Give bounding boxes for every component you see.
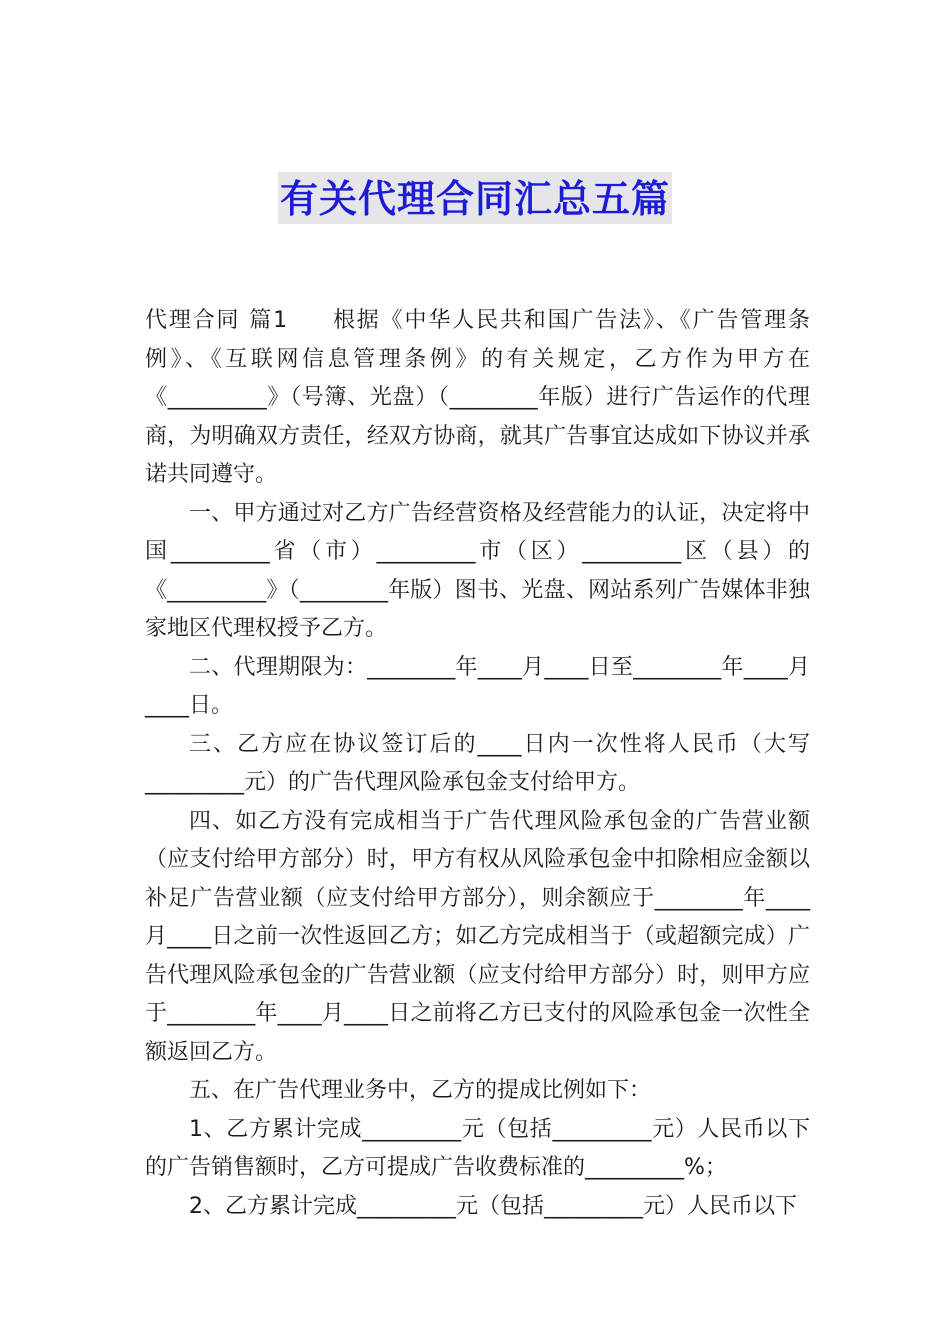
document-body — [145, 302, 810, 1226]
paragraph-clause-3: 三、乙方应在协议签订后的____日内一次性将人民币（大写_________元）的广告代理风险承包金支付给甲方。 — [145, 731, 810, 795]
paragraph-item-2: 2、乙方累计完成_________元（包括_________元）人民币以下 — [189, 1193, 797, 1219]
paragraph-clause-5: 五、在广告代理业务中，乙方的提成比例如下： — [189, 1078, 652, 1103]
paragraph-text: 根据《中华人民共和国广告法》、《广告管理条例》、《互联网信息管理条例》的有关规定，乙方作为甲方在《_________》（号簿、光盘）（________年版）进行广告运作的代理商，为明确双方责任，经双方协商，就其广告事宜达成如下协议并承诺共同遵守。 — [145, 308, 810, 487]
paragraph-clause-2: 二、代理期限为：________年____月____日至________年____月____日。 — [145, 654, 810, 718]
paragraph-intro — [145, 302, 810, 495]
paragraph-item-1: 1、乙方累计完成_________元（包括_________元）人民币以下的广告销售额时，乙方可提成广告收费标准的_________%； — [145, 1116, 810, 1180]
document-title: 有关代理合同汇总五篇 — [278, 172, 672, 224]
paragraph-clause-1: 一、甲方通过对乙方广告经营资格及经营能力的认证，决定将中国_________省（市）_________市（区）_________区（县）的《_________》（________年版）图书、光盘、网站系列广告媒体非独家地区代理权授予乙方。 — [145, 500, 810, 641]
section-label: 代理合同 篇1 — [145, 308, 288, 333]
title-container — [0, 172, 950, 224]
paragraph-clause-4: 四、如乙方没有完成相当于广告代理风险承包金的广告营业额（应支付给甲方部分）时，甲方有权从风险承包金中扣除相应金额以补足广告营业额（应支付给甲方部分），则余额应于________年____月____日之前一次性返回乙方；如乙方完成相当于（或超额完成）广告代理风险承包金的广告营业额（应支付给甲方部分）时，则甲方应于________年____月____日之前将乙方已支付的风险承包金一次性全额返回乙方。 — [145, 808, 810, 1065]
